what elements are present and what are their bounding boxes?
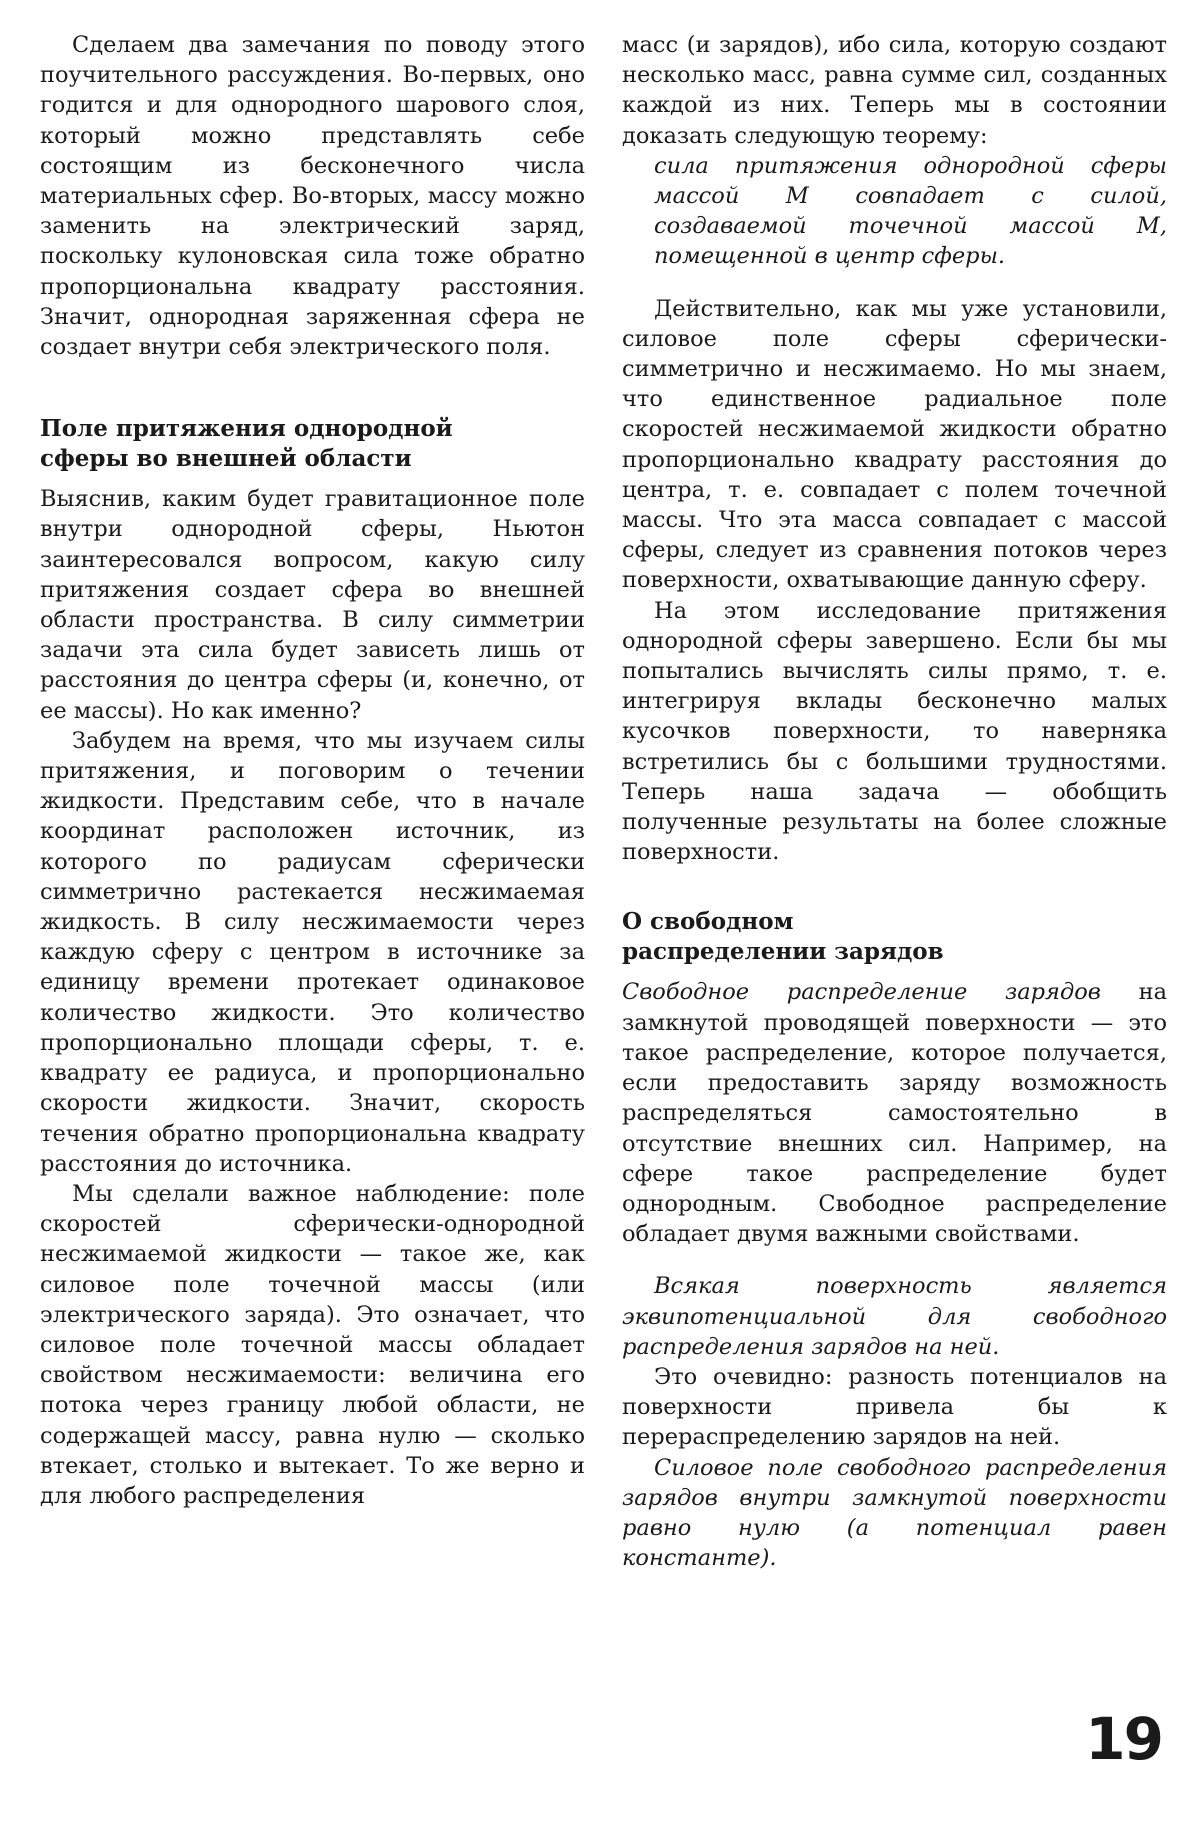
heading-line: Поле притяжения однородной	[40, 415, 453, 443]
heading-line: сферы во внешней области	[40, 445, 412, 473]
paragraph-text: на замкнутой проводящей поверхности — это такое распределение, которое получается, если предоставить заряду возможность распределяться самостоятельно в отсутствие внешних сил. Например, на сфере такое распределение будет однородным. Свободное распределение обладает двумя важными свойствами.	[622, 979, 1167, 1248]
paragraph	[622, 977, 1167, 1249]
property-statement: Силовое поле свободного распределения зарядов внутри замкнутой поверхности равно нулю (а потенциал равен константе).	[622, 1454, 1167, 1572]
property-statement: Всякая поверхность является эквипотенциальной для свободного распределения зарядов на ней.	[622, 1273, 1167, 1360]
term-italic: Свободное распределение зарядов	[622, 979, 1101, 1006]
right-column	[622, 30, 1167, 1573]
paragraph: Забудем на время, что мы изучаем силы притяжения, и поговорим о течении жидкости. Представим себе, что в начале координат расположен источник, из которого по радиусам сферически симметрично растекается несжимаемая жидкость. В силу несжимаемости через каждую сферу с центром в источнике за единицу времени протекает одинаковое количество жидкости. Это количество пропорционально площади сферы, т. е. квадрату ее радиуса, и пропорционально скорости жидкости. Значит, скорость течения обратно пропорциональна квадрату расстояния до источника.	[40, 727, 585, 1177]
left-column	[40, 30, 585, 1511]
section-heading	[622, 907, 1167, 967]
paragraph: На этом исследование притяжения однородной сферы завершено. Если бы мы попытались вычислять силы прямо, т. е. интегрируя вклады бесконечно малых кусочков поверхности, то наверняка встретились бы с большими трудностями. Теперь наша задача — обобщить полученные результаты на более сложные поверхности.	[622, 597, 1167, 866]
theorem-statement: сила притяжения однородной сферы массой M совпадает с силой, создаваемой точечной массой M, помещенной в центр сферы.	[654, 152, 1167, 270]
page-number: 19	[1085, 1705, 1162, 1773]
heading-line: распределении зарядов	[622, 938, 944, 966]
heading-line: О свободном	[622, 908, 794, 936]
paragraph: Выяснив, каким будет гравитационное поле внутри однородной сферы, Ньютон заинтересовался вопросом, какую силу притяжения создает сфера во внешней области пространства. В силу симметрии задачи эта сила будет зависеть лишь от расстояния до центра сферы (и, конечно, от ее массы). Но как именно?	[40, 486, 585, 724]
paragraph: Мы сделали важное наблюдение: поле скоростей сферически-однородной несжимаемой жидкости — такое же, как силовое поле точечной массы (или электрического заряда). Это означает, что силовое поле точечной массы обладает свойством несжимаемости: величина его потока через границу любой области, не содержащей массу, равна нулю — сколько втекает, столько и вытекает. То же верно и для любого распределения	[40, 1180, 585, 1509]
paragraph: Это очевидно: разность потенциалов на поверхности привела бы к перераспределению зарядов на ней.	[622, 1363, 1167, 1451]
paragraph: Действительно, как мы уже установили, силовое поле сферы сферически-симметрично и несжимаемо. Но мы знаем, что единственное радиальное поле скоростей несжимаемой жидкости обратно пропорционально квадрату расстояния до центра, т. е. совпадает с полем точечной массы. Что эта масса совпадает с массой сферы, следует из сравнения потоков через поверхности, охватывающие данную сферу.	[622, 295, 1167, 594]
paragraph: Сделаем два замечания по поводу этого поучительного рассуждения. Во-первых, оно годится и для однородного шарового слоя, который можно представлять себе состоящим из бесконечного числа материальных сфер. Во-вторых, массу можно заменить на электрический заряд, поскольку кулоновская сила тоже обратно пропорциональна квадрату расстояния. Значит, однородная заряженная сфера не создает внутри себя электрического поля.	[40, 32, 585, 361]
paragraph: масс (и зарядов), ибо сила, которую создают несколько масс, равна сумме сил, созданных каждой из них. Теперь мы в состоянии доказать следующую теорему:	[622, 32, 1167, 149]
section-heading	[40, 414, 585, 474]
